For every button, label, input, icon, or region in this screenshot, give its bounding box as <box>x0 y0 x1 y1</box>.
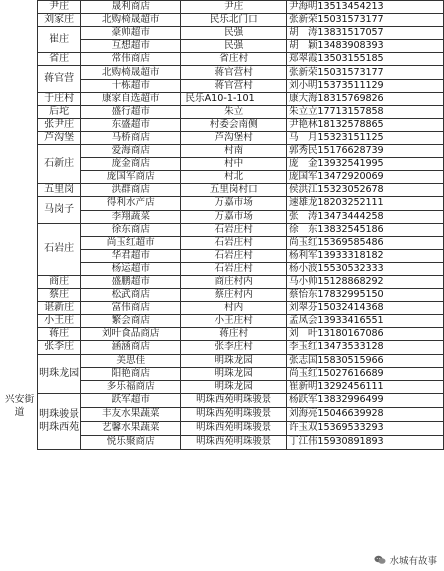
village-cell: 马岗子 <box>38 197 81 223</box>
village-cell: 省庄 <box>38 53 81 66</box>
shop-cell: 华君超市 <box>81 249 181 262</box>
village-cell: 蒋官营 <box>38 66 81 92</box>
address-cell: 明珠西苑明珠骏景 <box>181 421 287 435</box>
address-cell: 明珠西苑明珠骏景 <box>181 407 287 421</box>
table-row <box>2 1 444 14</box>
address-cell: 民乐北门口 <box>181 14 287 27</box>
shop-cell: 涵涵商店 <box>81 341 181 354</box>
wechat-icon <box>374 555 386 565</box>
shop-cell: 跃军超市 <box>81 393 181 407</box>
shop-cell: 洪群商店 <box>81 184 181 197</box>
contact-cell: 刘翠芬15032414368 <box>286 302 443 315</box>
shop-cell: 得利水产店 <box>81 197 181 210</box>
watermark <box>371 552 440 568</box>
contact-cell: 速雄龙18203252111 <box>286 197 443 210</box>
village-cell: 张李庄 <box>38 341 81 354</box>
contact-cell: 张新荣15031573177 <box>286 66 443 79</box>
village-cell: 于庄村 <box>38 92 81 105</box>
village-cell: 石新庄 <box>38 145 81 184</box>
street-label: 兴安街道 <box>4 394 35 419</box>
shop-cell: 繁会商店 <box>81 315 181 328</box>
table-row <box>2 131 444 144</box>
address-cell: 村南 <box>181 145 287 158</box>
address-cell: 商庄村内 <box>181 275 287 288</box>
table-row <box>2 184 444 197</box>
address-cell: 小王庄村 <box>181 315 287 328</box>
address-cell: 尹庄 <box>181 1 287 14</box>
shop-cell: 十栋超市 <box>81 79 181 92</box>
shop-cell: 北购椅晟超市 <box>81 14 181 27</box>
contact-cell: 许玉双15369533293 <box>286 421 443 435</box>
village-cell: 张尹庄 <box>38 118 81 131</box>
shop-cell: 盛鹏超市 <box>81 275 181 288</box>
table-row <box>2 328 444 341</box>
village-cell: 商庄 <box>38 275 81 288</box>
store-list-table-wrapper <box>2 0 444 450</box>
contact-cell: 尹海明13513454213 <box>286 1 443 14</box>
contact-cell: 杨小波15530532333 <box>286 262 443 275</box>
shop-cell: 李翔蔬菜 <box>81 210 181 223</box>
table-row <box>2 315 444 328</box>
contact-cell: 尹艳林18132578865 <box>286 118 443 131</box>
village-cell: 后坨 <box>38 105 81 118</box>
village-cell: 明珠骏景明珠西苑 <box>38 393 81 449</box>
village-cell: 小王庄 <box>38 315 81 328</box>
contact-cell: 马 月15323151125 <box>286 131 443 144</box>
address-cell: 石岩庄村 <box>181 236 287 249</box>
address-cell: 明珠西苑明珠骏景 <box>181 435 287 449</box>
contact-cell: 庞 金13932541995 <box>286 158 443 171</box>
village-cell: 谌新庄 <box>38 302 81 315</box>
contact-cell: 尚玉红15027616689 <box>286 367 443 380</box>
contact-cell: 张 涛13473444258 <box>286 210 443 223</box>
shop-cell: 盛行超市 <box>81 105 181 118</box>
village-cell: 明珠龙园 <box>38 354 81 393</box>
contact-cell: 刘小明15373511129 <box>286 79 443 92</box>
contact-cell: 郭秀民15176628739 <box>286 145 443 158</box>
contact-cell: 刘 叶13180167086 <box>286 328 443 341</box>
address-cell: 张李庄村 <box>181 341 287 354</box>
contact-cell: 丁江伟15930891893 <box>286 435 443 449</box>
address-cell: 朱立 <box>181 105 287 118</box>
address-cell: 明珠龙园 <box>181 380 287 393</box>
shop-cell: 东盛超市 <box>81 118 181 131</box>
table-row <box>2 92 444 105</box>
table-row <box>2 341 444 354</box>
village-cell: 芦沟堡 <box>38 131 81 144</box>
table-row <box>2 302 444 315</box>
shop-cell: 多乐福商店 <box>81 380 181 393</box>
address-cell: 石岩庄村 <box>181 249 287 262</box>
contact-cell: 杨跃军13832996499 <box>286 393 443 407</box>
shop-cell: 富伟商店 <box>81 302 181 315</box>
contact-cell: 蔡怡东17832995150 <box>286 289 443 302</box>
contact-cell: 郑翠霞13503155185 <box>286 53 443 66</box>
address-cell: 芦沟堡村 <box>181 131 287 144</box>
shop-cell: 马桥商店 <box>81 131 181 144</box>
village-cell: 蒋庄 <box>38 328 81 341</box>
shop-cell: 松武商店 <box>81 289 181 302</box>
contact-cell: 孟凤会13933416551 <box>286 315 443 328</box>
shop-cell: 杨运超市 <box>81 262 181 275</box>
village-cell: 五里岗 <box>38 184 81 197</box>
table-row <box>2 66 444 79</box>
table-row <box>2 223 444 236</box>
village-cell: 崔庄 <box>38 27 81 53</box>
contact-cell: 徐 东13832545186 <box>286 223 443 236</box>
shop-cell: 尚玉红超市 <box>81 236 181 249</box>
address-cell: 村北 <box>181 171 287 184</box>
shop-cell: 阳艳商店 <box>81 367 181 380</box>
shop-cell: 刘叶食品商店 <box>81 328 181 341</box>
address-cell: 村中 <box>181 158 287 171</box>
address-cell: 石岩庄村 <box>181 223 287 236</box>
village-cell: 尹庄 <box>38 1 81 14</box>
contact-cell: 张志国15830515966 <box>286 354 443 367</box>
contact-cell: 李玉红13473533128 <box>286 341 443 354</box>
shop-cell: 庞国军商店 <box>81 171 181 184</box>
shop-cell: 晟利商店 <box>81 1 181 14</box>
address-cell: 蔡庄村内 <box>181 289 287 302</box>
address-cell: 明珠西苑明珠骏景 <box>181 393 287 407</box>
table-row <box>2 354 444 367</box>
contact-cell: 胡 涛13831517057 <box>286 27 443 40</box>
address-cell: 万嘉市场 <box>181 197 287 210</box>
shop-cell: 丰友水果蔬菜 <box>81 407 181 421</box>
address-cell: 五里岗村口 <box>181 184 287 197</box>
shop-cell: 常伟商店 <box>81 53 181 66</box>
address-cell: 石岩庄村 <box>181 262 287 275</box>
contact-cell: 朱立立17713157858 <box>286 105 443 118</box>
address-cell: 村内 <box>181 302 287 315</box>
table-row <box>2 289 444 302</box>
address-cell: 村委会南侧 <box>181 118 287 131</box>
contact-cell: 杨利军13933318182 <box>286 249 443 262</box>
village-cell: 刘家庄 <box>38 14 81 27</box>
table-row <box>2 53 444 66</box>
address-cell: 明珠龙园 <box>181 367 287 380</box>
address-cell: 蒋官营村 <box>181 79 287 92</box>
address-cell: 蒋庄村 <box>181 328 287 341</box>
contact-cell: 刘海亮15046639928 <box>286 407 443 421</box>
store-list-table <box>2 0 444 450</box>
address-cell: 民强 <box>181 40 287 53</box>
contact-cell: 马小帅15128868292 <box>286 275 443 288</box>
table-row <box>2 145 444 158</box>
village-cell: 石岩庄 <box>38 223 81 275</box>
address-cell: 民乐A10-1-101 <box>181 92 287 105</box>
shop-cell: 互想超市 <box>81 40 181 53</box>
shop-cell: 悦乐聚商店 <box>81 435 181 449</box>
shop-cell: 徐东商店 <box>81 223 181 236</box>
table-row <box>2 105 444 118</box>
contact-cell: 侯洪江15323052678 <box>286 184 443 197</box>
address-cell: 蒋官营村 <box>181 66 287 79</box>
contact-cell: 胡 颖13483908393 <box>286 40 443 53</box>
table-row <box>2 27 444 40</box>
address-cell: 明珠龙园 <box>181 354 287 367</box>
address-cell: 省庄村 <box>181 53 287 66</box>
contact-cell: 庞国军13472920069 <box>286 171 443 184</box>
shop-cell: 豪帅超市 <box>81 27 181 40</box>
watermark-text: 水城有故事 <box>389 556 437 567</box>
address-cell: 民强 <box>181 27 287 40</box>
table-row <box>2 14 444 27</box>
shop-cell: 美思佳 <box>81 354 181 367</box>
shop-cell: 爱海商店 <box>81 145 181 158</box>
shop-cell: 艺馨水果蔬菜 <box>81 421 181 435</box>
contact-cell: 康大海18315769826 <box>286 92 443 105</box>
shop-cell: 庞金商店 <box>81 158 181 171</box>
village-cell: 蔡庄 <box>38 289 81 302</box>
contact-cell: 崔新明13292456111 <box>286 380 443 393</box>
table-row <box>2 118 444 131</box>
shop-cell: 康家自选超市 <box>81 92 181 105</box>
table-row <box>2 393 444 407</box>
table-row <box>2 275 444 288</box>
table-row <box>2 197 444 210</box>
address-cell: 万嘉市场 <box>181 210 287 223</box>
contact-cell: 尚玉红15369585486 <box>286 236 443 249</box>
shop-cell: 北购椅晟超市 <box>81 66 181 79</box>
contact-cell: 张新荣15031573177 <box>286 14 443 27</box>
